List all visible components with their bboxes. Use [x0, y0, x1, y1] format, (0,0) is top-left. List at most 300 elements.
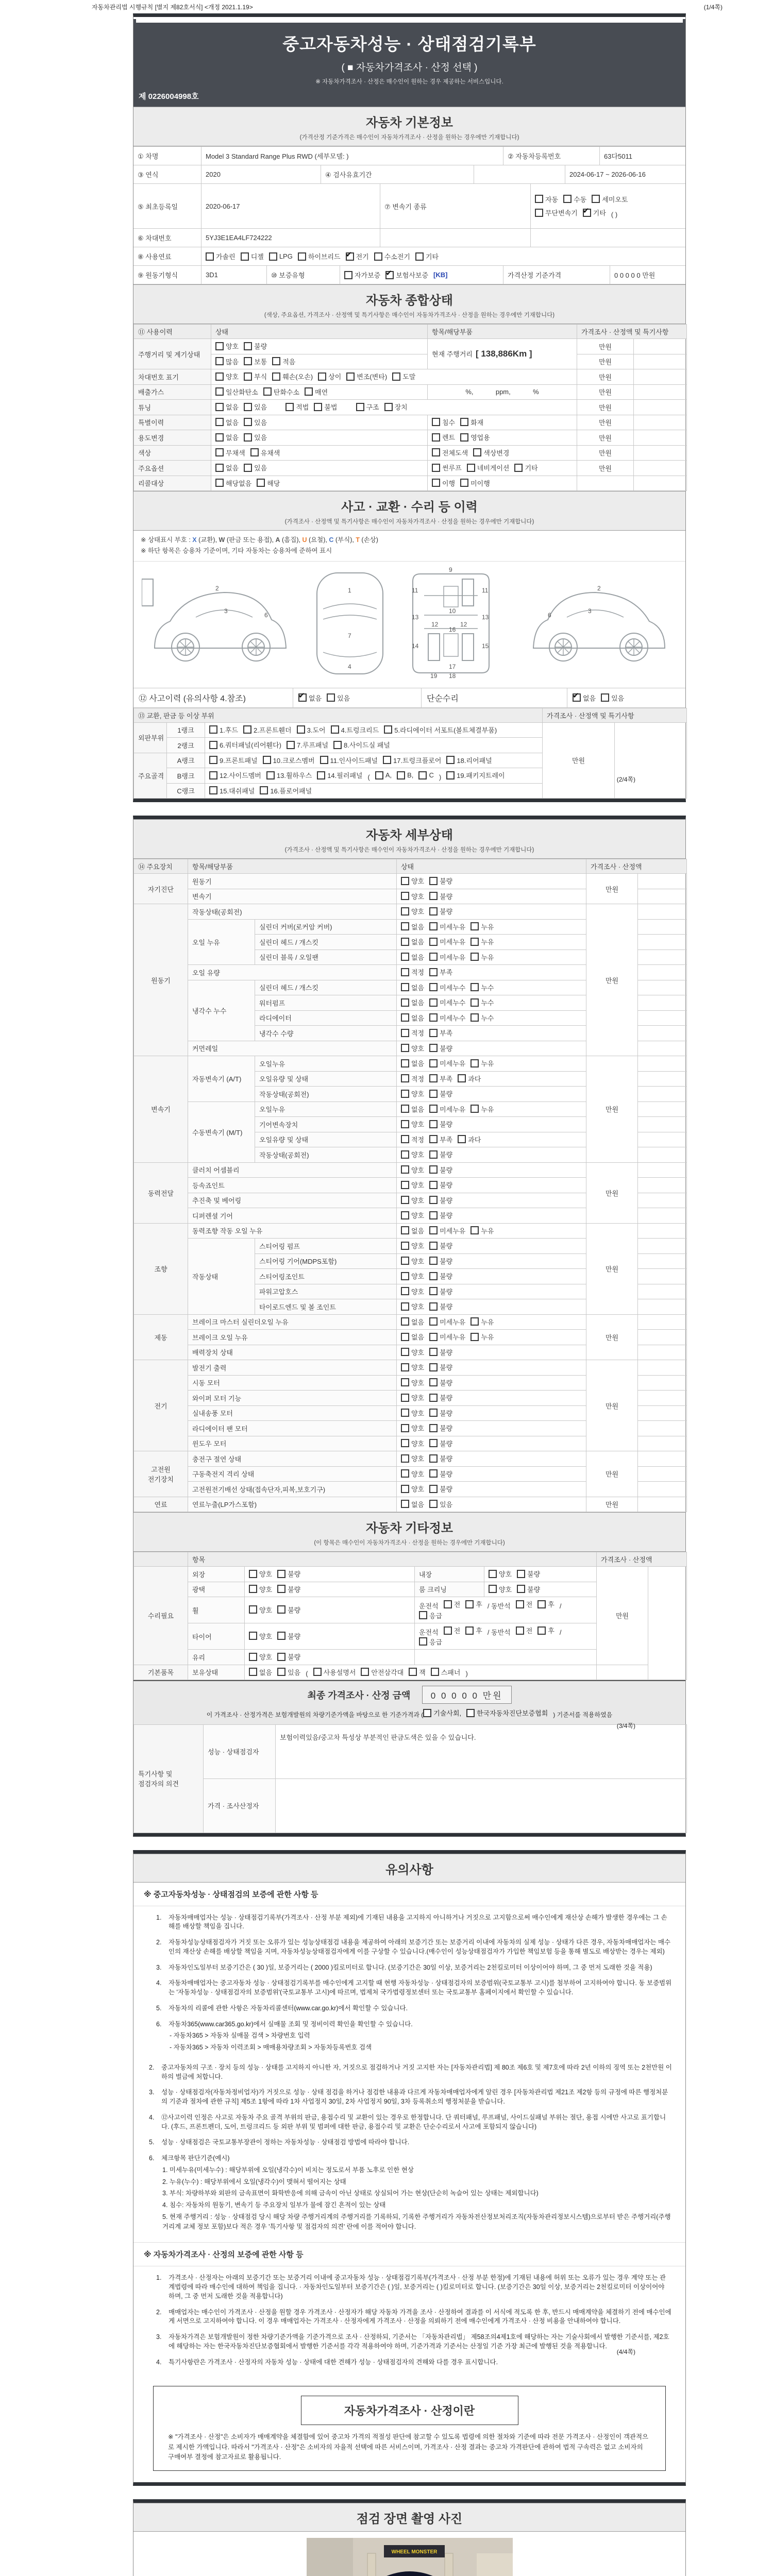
checkbox-option[interactable] — [331, 725, 379, 735]
checkbox[interactable] — [206, 252, 214, 261]
checkbox-option[interactable] — [573, 693, 596, 703]
checkbox[interactable] — [249, 1585, 257, 1593]
checkbox[interactable] — [470, 1059, 479, 1067]
checkbox[interactable] — [535, 195, 543, 203]
checkbox-option[interactable] — [249, 1605, 272, 1615]
checkbox[interactable] — [249, 1605, 257, 1614]
checkbox-option[interactable] — [241, 251, 264, 261]
checkbox-option[interactable] — [401, 997, 424, 1007]
checkbox[interactable] — [418, 771, 427, 779]
checkbox[interactable] — [401, 1135, 409, 1143]
checkbox-option[interactable] — [466, 1708, 548, 1718]
checkbox[interactable] — [257, 479, 265, 487]
checkbox[interactable] — [429, 1424, 438, 1432]
checkbox-option[interactable] — [401, 1241, 424, 1250]
checkbox-option[interactable] — [429, 1286, 452, 1296]
checkbox[interactable] — [470, 1317, 479, 1326]
checkbox-option[interactable] — [592, 194, 628, 204]
checkbox[interactable] — [356, 403, 364, 411]
checkbox-option[interactable] — [209, 755, 258, 765]
checkbox-checked[interactable] — [573, 693, 581, 702]
checkbox[interactable] — [429, 1074, 438, 1082]
checkbox[interactable] — [401, 1242, 409, 1250]
checkbox[interactable] — [429, 1165, 438, 1174]
checkbox[interactable] — [397, 771, 405, 779]
checkbox[interactable] — [429, 1120, 438, 1128]
checkbox-option[interactable] — [401, 1484, 424, 1494]
checkbox-option[interactable] — [327, 693, 350, 703]
checkbox-option[interactable] — [489, 1569, 512, 1579]
checkbox[interactable] — [401, 1500, 409, 1508]
checkbox-option[interactable] — [401, 1089, 424, 1098]
checkbox[interactable] — [429, 1378, 438, 1386]
checkbox[interactable] — [470, 983, 479, 991]
checkbox-checked[interactable] — [385, 271, 394, 279]
checkbox-option[interactable] — [460, 417, 483, 427]
checkbox-option[interactable] — [244, 357, 267, 366]
checkbox[interactable] — [489, 1585, 497, 1593]
checkbox-option[interactable] — [344, 270, 380, 280]
checkbox[interactable] — [243, 725, 251, 734]
checkbox-option[interactable] — [401, 1286, 424, 1296]
checkbox[interactable] — [241, 252, 249, 261]
checkbox[interactable] — [429, 1257, 438, 1265]
checkbox[interactable] — [263, 387, 272, 396]
checkbox[interactable] — [215, 357, 224, 365]
checkbox-option[interactable] — [473, 448, 509, 457]
checkbox[interactable] — [249, 1668, 257, 1676]
checkbox-option[interactable] — [244, 371, 267, 381]
checkbox[interactable] — [429, 1242, 438, 1250]
checkbox-option[interactable] — [444, 1599, 461, 1609]
checkbox[interactable] — [401, 1439, 409, 1447]
checkbox[interactable] — [374, 252, 382, 261]
checkbox-option[interactable] — [431, 1667, 461, 1677]
checkbox[interactable] — [384, 725, 392, 734]
checkbox-option[interactable] — [215, 387, 258, 397]
checkbox[interactable] — [361, 1668, 369, 1676]
checkbox[interactable] — [209, 786, 217, 794]
checkbox[interactable] — [297, 725, 305, 734]
checkbox[interactable] — [215, 403, 224, 411]
checkbox-option[interactable] — [460, 432, 490, 442]
checkbox[interactable] — [467, 464, 475, 472]
checkbox[interactable] — [263, 756, 271, 764]
checkbox[interactable] — [401, 877, 409, 885]
checkbox-option[interactable] — [313, 1667, 356, 1677]
checkbox[interactable] — [431, 1668, 439, 1676]
checkbox-option[interactable] — [429, 1453, 452, 1463]
checkbox-option[interactable] — [215, 448, 245, 457]
checkbox-option[interactable] — [429, 906, 452, 916]
checkbox[interactable] — [429, 1454, 438, 1463]
checkbox[interactable] — [331, 725, 339, 734]
checkbox[interactable] — [460, 479, 468, 487]
checkbox-option[interactable] — [516, 1625, 533, 1635]
checkbox-option[interactable] — [215, 357, 239, 366]
checkbox[interactable] — [470, 1013, 479, 1022]
checkbox-option[interactable] — [401, 922, 424, 931]
checkbox-option[interactable] — [297, 725, 326, 735]
checkbox[interactable] — [458, 1074, 466, 1082]
checkbox[interactable] — [401, 1196, 409, 1204]
checkbox-option[interactable] — [458, 1074, 481, 1083]
checkbox-option[interactable] — [249, 1631, 272, 1641]
checkbox-option[interactable] — [429, 891, 452, 901]
checkbox-option[interactable] — [409, 1667, 426, 1677]
checkbox[interactable] — [446, 771, 455, 779]
checkbox[interactable] — [401, 1211, 409, 1219]
checkbox[interactable] — [429, 998, 438, 1007]
checkbox[interactable] — [401, 1150, 409, 1159]
checkbox[interactable] — [272, 372, 280, 381]
checkbox-option[interactable] — [429, 1149, 452, 1159]
checkbox-option[interactable] — [458, 1134, 481, 1144]
checkbox[interactable] — [429, 1394, 438, 1402]
checkbox-option[interactable] — [385, 270, 428, 280]
checkbox-option[interactable] — [446, 755, 492, 765]
checkbox[interactable] — [277, 1653, 285, 1661]
checkbox[interactable] — [401, 1469, 409, 1478]
checkbox-option[interactable] — [429, 1013, 465, 1023]
checkbox[interactable] — [215, 433, 224, 442]
checkbox[interactable] — [429, 1135, 438, 1143]
checkbox-option[interactable] — [401, 1301, 424, 1311]
checkbox-option[interactable] — [470, 1104, 494, 1114]
checkbox[interactable] — [401, 1485, 409, 1493]
checkbox[interactable] — [465, 1600, 474, 1608]
checkbox[interactable] — [429, 1105, 438, 1113]
checkbox[interactable] — [314, 403, 322, 411]
checkbox[interactable] — [209, 741, 217, 749]
checkbox[interactable] — [401, 1409, 409, 1417]
checkbox-option[interactable] — [333, 740, 390, 750]
checkbox-option[interactable] — [432, 432, 455, 442]
checkbox-option[interactable] — [249, 1569, 272, 1579]
checkbox[interactable] — [537, 1626, 546, 1635]
checkbox[interactable] — [473, 448, 481, 456]
checkbox[interactable] — [249, 1653, 257, 1661]
checkbox-option[interactable] — [215, 371, 239, 381]
checkbox[interactable] — [401, 1333, 409, 1341]
checkbox[interactable] — [401, 1120, 409, 1128]
checkbox[interactable] — [392, 372, 400, 381]
checkbox-option[interactable] — [384, 725, 497, 735]
checkbox-option[interactable] — [269, 252, 293, 261]
checkbox[interactable] — [470, 1105, 479, 1113]
checkbox-option[interactable] — [392, 371, 415, 381]
checkbox[interactable] — [429, 968, 438, 976]
checkbox[interactable] — [320, 756, 328, 764]
checkbox-option[interactable] — [465, 1599, 482, 1609]
checkbox[interactable] — [401, 1181, 409, 1189]
checkbox-option[interactable] — [418, 771, 433, 779]
checkbox-option[interactable] — [429, 967, 452, 977]
checkbox-option[interactable] — [401, 1195, 424, 1205]
checkbox-option[interactable] — [209, 786, 255, 795]
checkbox[interactable] — [429, 1090, 438, 1098]
checkbox[interactable] — [401, 1454, 409, 1463]
checkbox-option[interactable] — [401, 1180, 424, 1190]
checkbox-option[interactable] — [489, 1584, 512, 1594]
checkbox-checked[interactable] — [583, 209, 591, 217]
checkbox[interactable] — [429, 1059, 438, 1067]
checkbox[interactable] — [592, 195, 600, 203]
checkbox-option[interactable] — [260, 786, 312, 795]
checkbox[interactable] — [401, 953, 409, 961]
checkbox-option[interactable] — [429, 1134, 452, 1144]
checkbox-option[interactable] — [470, 937, 494, 946]
checkbox-option[interactable] — [429, 1226, 465, 1235]
checkbox-option[interactable] — [429, 997, 465, 1007]
checkbox-option[interactable] — [317, 770, 362, 780]
checkbox[interactable] — [429, 1181, 438, 1189]
checkbox[interactable] — [429, 1029, 438, 1037]
checkbox-option[interactable] — [401, 1058, 424, 1068]
checkbox-option[interactable] — [272, 357, 295, 366]
checkbox[interactable] — [460, 433, 468, 442]
checkbox-option[interactable] — [401, 1423, 424, 1433]
checkbox[interactable] — [401, 1287, 409, 1295]
checkbox-option[interactable] — [401, 1499, 424, 1509]
checkbox[interactable] — [429, 1333, 438, 1341]
checkbox-option[interactable] — [346, 371, 387, 381]
checkbox[interactable] — [269, 252, 277, 261]
checkbox-option[interactable] — [432, 463, 462, 472]
checkbox-option[interactable] — [401, 1332, 424, 1342]
checkbox[interactable] — [215, 464, 224, 472]
checkbox-option[interactable] — [583, 208, 606, 217]
checkbox[interactable] — [244, 403, 252, 411]
checkbox-option[interactable] — [429, 1423, 452, 1433]
checkbox[interactable] — [432, 479, 440, 487]
checkbox[interactable] — [429, 983, 438, 991]
checkbox[interactable] — [277, 1632, 285, 1640]
checkbox-option[interactable] — [444, 1625, 461, 1635]
checkbox-option[interactable] — [397, 771, 413, 779]
checkbox-option[interactable] — [215, 463, 239, 472]
checkbox[interactable] — [429, 1226, 438, 1234]
checkbox-option[interactable] — [401, 1317, 424, 1327]
checkbox-option[interactable] — [537, 1625, 554, 1635]
checkbox-option[interactable] — [429, 1180, 452, 1190]
checkbox-option[interactable] — [401, 1013, 424, 1023]
checkbox-option[interactable] — [401, 891, 424, 901]
checkbox[interactable] — [401, 1317, 409, 1326]
checkbox-option[interactable] — [243, 725, 292, 735]
checkbox[interactable] — [298, 252, 306, 261]
checkbox-option[interactable] — [209, 725, 238, 735]
checkbox[interactable] — [333, 741, 342, 749]
checkbox[interactable] — [401, 998, 409, 1007]
checkbox[interactable] — [272, 357, 280, 365]
checkbox[interactable] — [516, 1626, 524, 1635]
checkbox-option[interactable] — [356, 402, 379, 412]
checkbox-option[interactable] — [383, 755, 441, 765]
checkbox-option[interactable] — [429, 1028, 452, 1038]
checkbox-option[interactable] — [244, 341, 267, 351]
checkbox-option[interactable] — [320, 755, 378, 765]
checkbox-option[interactable] — [272, 371, 313, 381]
checkbox-option[interactable] — [401, 1074, 424, 1083]
checkbox-option[interactable] — [209, 770, 261, 780]
checkbox[interactable] — [244, 418, 252, 426]
checkbox[interactable] — [470, 938, 479, 946]
checkbox-option[interactable] — [429, 876, 452, 886]
checkbox-option[interactable] — [429, 1119, 452, 1129]
checkbox-option[interactable] — [601, 693, 624, 703]
checkbox-option[interactable] — [429, 1074, 452, 1083]
checkbox[interactable] — [470, 998, 479, 1007]
checkbox[interactable] — [429, 1287, 438, 1295]
checkbox[interactable] — [244, 342, 252, 350]
checkbox[interactable] — [215, 448, 224, 456]
checkbox-option[interactable] — [401, 1347, 424, 1357]
checkbox-option[interactable] — [244, 402, 267, 412]
checkbox-option[interactable] — [401, 1210, 424, 1220]
checkbox[interactable] — [401, 968, 409, 976]
checkbox[interactable] — [305, 387, 313, 396]
checkbox-option[interactable] — [432, 448, 468, 457]
checkbox[interactable] — [401, 1424, 409, 1432]
checkbox[interactable] — [401, 892, 409, 900]
checkbox-option[interactable] — [266, 770, 312, 780]
checkbox[interactable] — [432, 464, 440, 472]
checkbox[interactable] — [429, 1409, 438, 1417]
checkbox[interactable] — [277, 1668, 285, 1676]
checkbox[interactable] — [429, 953, 438, 961]
checkbox[interactable] — [419, 1611, 427, 1619]
checkbox[interactable] — [429, 1013, 438, 1022]
checkbox[interactable] — [429, 1272, 438, 1280]
checkbox-option[interactable] — [206, 251, 236, 261]
checkbox-option[interactable] — [277, 1569, 300, 1579]
checkbox[interactable] — [401, 1272, 409, 1280]
checkbox-option[interactable] — [401, 1043, 424, 1053]
checkbox-option[interactable] — [277, 1652, 300, 1662]
checkbox-option[interactable] — [215, 478, 251, 488]
checkbox[interactable] — [470, 1226, 479, 1234]
checkbox-option[interactable] — [537, 1599, 554, 1609]
checkbox-option[interactable] — [401, 1408, 424, 1418]
checkbox[interactable] — [401, 1257, 409, 1265]
checkbox[interactable] — [429, 1150, 438, 1159]
checkbox-option[interactable] — [401, 1393, 424, 1402]
checkbox[interactable] — [277, 1605, 285, 1614]
checkbox-option[interactable] — [470, 997, 494, 1007]
checkbox-option[interactable] — [314, 402, 337, 412]
checkbox-option[interactable] — [535, 208, 578, 217]
checkbox-option[interactable] — [429, 937, 465, 946]
checkbox-option[interactable] — [244, 417, 267, 427]
checkbox-option[interactable] — [257, 478, 280, 488]
checkbox[interactable] — [409, 1668, 417, 1676]
checkbox[interactable] — [249, 1570, 257, 1578]
checkbox[interactable] — [563, 195, 572, 203]
checkbox-option[interactable] — [401, 906, 424, 916]
checkbox-option[interactable] — [429, 1058, 465, 1068]
checkbox-option[interactable] — [375, 771, 392, 779]
checkbox-option[interactable] — [429, 1317, 465, 1327]
checkbox-option[interactable] — [384, 402, 408, 412]
checkbox[interactable] — [401, 1226, 409, 1234]
checkbox[interactable] — [535, 209, 543, 217]
checkbox[interactable] — [432, 433, 440, 442]
checkbox-option[interactable] — [432, 417, 455, 427]
checkbox[interactable] — [317, 771, 325, 779]
checkbox-option[interactable] — [470, 1332, 494, 1342]
checkbox-checked[interactable] — [298, 693, 307, 702]
checkbox[interactable] — [346, 372, 355, 381]
checkbox[interactable] — [401, 1394, 409, 1402]
checkbox-option[interactable] — [429, 982, 465, 992]
checkbox-option[interactable] — [361, 1667, 404, 1677]
checkbox-option[interactable] — [401, 1271, 424, 1281]
checkbox[interactable] — [401, 1090, 409, 1098]
checkbox[interactable] — [423, 1709, 431, 1717]
checkbox-option[interactable] — [401, 1226, 424, 1235]
checkbox-option[interactable] — [429, 1499, 452, 1509]
checkbox-option[interactable] — [401, 1453, 424, 1463]
checkbox[interactable] — [432, 448, 440, 456]
checkbox-option[interactable] — [401, 876, 424, 886]
checkbox-option[interactable] — [419, 1637, 442, 1647]
checkbox-option[interactable] — [563, 194, 586, 204]
checkbox-option[interactable] — [215, 341, 239, 351]
checkbox[interactable] — [401, 1378, 409, 1386]
checkbox[interactable] — [215, 418, 224, 426]
checkbox-option[interactable] — [244, 463, 267, 472]
checkbox-option[interactable] — [514, 463, 537, 472]
checkbox[interactable] — [537, 1600, 546, 1608]
checkbox-option[interactable] — [516, 1599, 533, 1609]
checkbox-option[interactable] — [401, 1469, 424, 1479]
checkbox-option[interactable] — [401, 1149, 424, 1159]
checkbox[interactable] — [277, 1585, 285, 1593]
checkbox[interactable] — [401, 938, 409, 946]
checkbox-option[interactable] — [401, 1165, 424, 1175]
checkbox-option[interactable] — [401, 967, 424, 977]
checkbox-option[interactable] — [215, 402, 239, 412]
checkbox[interactable] — [514, 464, 523, 472]
checkbox-option[interactable] — [287, 740, 328, 750]
checkbox[interactable] — [429, 922, 438, 930]
checkbox-option[interactable] — [374, 251, 410, 261]
checkbox-option[interactable] — [429, 1104, 465, 1114]
checkbox-option[interactable] — [249, 1667, 272, 1677]
checkbox[interactable] — [277, 1570, 285, 1578]
checkbox[interactable] — [429, 892, 438, 900]
checkbox-option[interactable] — [401, 982, 424, 992]
checkbox-option[interactable] — [432, 478, 455, 488]
checkbox[interactable] — [209, 725, 217, 734]
checkbox[interactable] — [287, 741, 295, 749]
checkbox[interactable] — [244, 357, 252, 365]
checkbox-option[interactable] — [470, 1226, 494, 1235]
checkbox-option[interactable] — [215, 417, 239, 427]
checkbox[interactable] — [266, 771, 275, 779]
checkbox-option[interactable] — [429, 1089, 452, 1098]
checkbox-option[interactable] — [465, 1625, 482, 1635]
checkbox-option[interactable] — [401, 1378, 424, 1387]
checkbox[interactable] — [444, 1626, 452, 1635]
checkbox-option[interactable] — [429, 1210, 452, 1220]
checkbox-option[interactable] — [446, 770, 505, 780]
checkbox[interactable] — [401, 907, 409, 916]
checkbox[interactable] — [401, 983, 409, 991]
checkbox-option[interactable] — [401, 1104, 424, 1114]
checkbox[interactable] — [429, 1196, 438, 1204]
